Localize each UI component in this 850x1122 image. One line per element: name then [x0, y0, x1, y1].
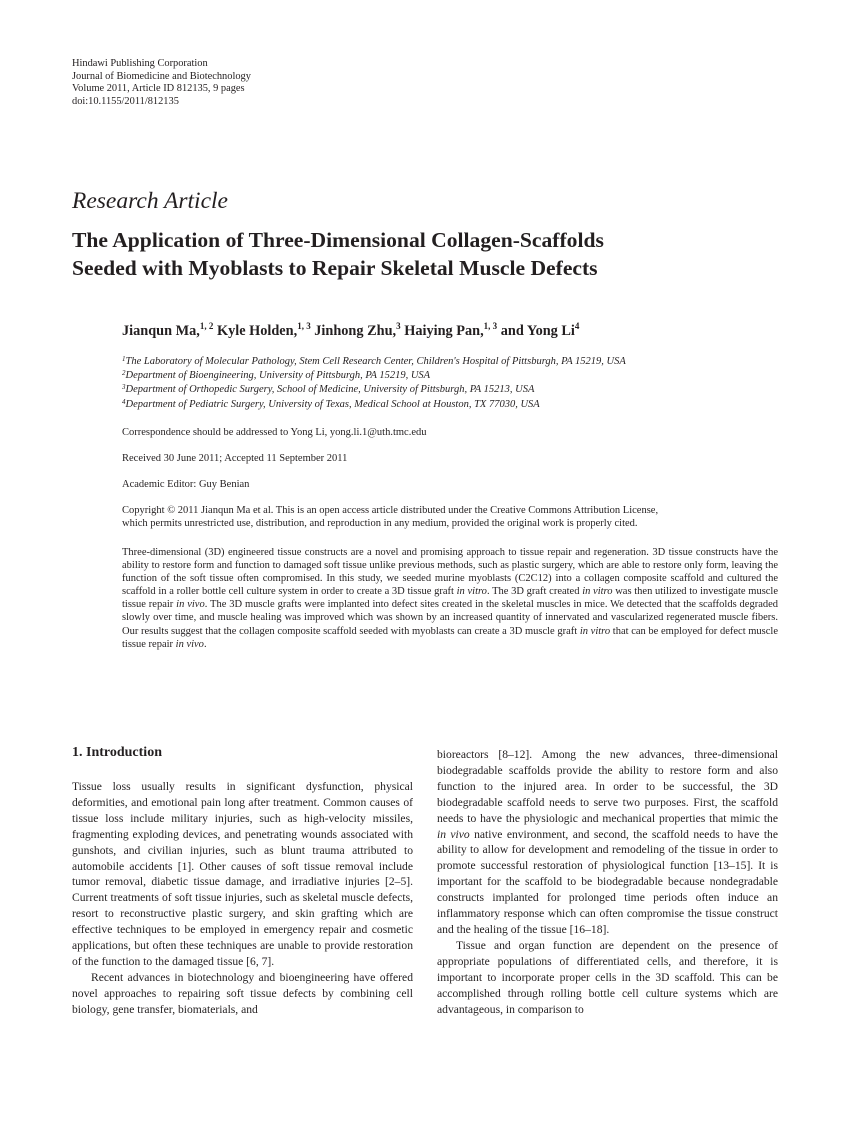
- publisher: Hindawi Publishing Corporation: [72, 58, 208, 69]
- abstract-segment: Three-dimensional (3D) engineered tissue constructs are a novel and promising approach to tissue repair and regeneration. 3D tissue constructs have the ability to restore form and function to damaged soft tissue unlike previous methods, such as plastic surgery, which are able to restore only form, leaving the function of the soft tissue often compromised. In this study, we seeded murine myoblasts (C2C12) into a collagen composite scaffold and cultured the scaffold in a roller bottle cell culture system in order to create a 3D tissue graft: [122, 547, 778, 598]
- abstract-italic: in vivo: [176, 599, 205, 611]
- abstract: [122, 546, 778, 651]
- journal-name: Journal of Biomedicine and Biotechnology: [72, 70, 251, 82]
- affiliations: [122, 355, 626, 412]
- affiliation-item: [122, 383, 626, 397]
- correspondence: Correspondence should be addressed to Yong Li, yong.li.1@uth.tmc.edu: [122, 427, 427, 438]
- author-affil-ref: 4: [574, 321, 580, 331]
- paragraph: Recent advances in biotechnology and bioengineering have offered novel approaches to repairing soft tissue defects by combining cell biology, gene transfer, biomaterials, and: [72, 970, 413, 1016]
- author-affil-ref: 1, 3: [483, 321, 498, 331]
- section-heading: 1. Introduction: [72, 745, 162, 760]
- abstract-segment: . The 3D muscle grafts were implanted into defect sites created in the skeletal muscles in mice. We detected that the scaffolds degraded slowly over time, and muscle healing was improved which was shown by an increased quantity of innervated and vascularized regenerated muscle fibers. Our results suggest that the collagen composite scaffold seeded with myoblasts can create a 3D muscle graft: [122, 599, 779, 637]
- volume-info: Volume 2011, Article ID 812135, 9 pages: [72, 83, 245, 95]
- article-type: Research Article: [72, 188, 228, 214]
- affiliation-item: [122, 355, 626, 369]
- title-line-2: Seeded with Myoblasts to Repair Skeletal Muscle Defects: [72, 256, 598, 280]
- affiliation-number: 1: [122, 355, 126, 363]
- journal-info: [72, 58, 251, 108]
- abstract-segment: that can be employed for defect muscle tissue repair: [122, 625, 779, 650]
- paragraph-italic: in vivo: [437, 827, 470, 841]
- paragraph: [437, 747, 778, 938]
- abstract-italic: in vitro: [456, 586, 487, 598]
- author-name: Haiying Pan,: [404, 323, 484, 339]
- affiliation-text: Department of Orthopedic Surgery, School of Medicine, University of Pittsburgh, PA 15213, USA: [125, 384, 535, 396]
- abstract-text: [122, 546, 778, 651]
- affiliation-number: 4: [122, 397, 126, 406]
- doi: doi:10.1155/2011/812135: [72, 95, 179, 107]
- paragraph-segment: native environment, and second, the scaffold needs to have the ability to allow for development and remodeling of the tissue in order to promote successful restoration of physiological function [13–15]. It is important for the scaffold to be biodegradable because nondegradable constructs implanted for prolonged time periods often induce an inflammatory response which can often compromise the tissue construct and the healing of the tissue [16–18].: [437, 827, 778, 936]
- paragraph: Tissue and organ function are dependent on the presence of appropriate populations of differentiated cells, and therefore, it is important to incorporate proper cells in the 3D scaffold. This can be accomplished through rolling bottle cell culture systems which are advantageous, in comparison to: [437, 938, 778, 1016]
- paragraph-segment: bioreactors [8–12]. Among the new advances, three-dimensional biodegradable scaffolds provide the ability to restore form and also function to the injured area. In order to be successful, the 3D biodegradable scaffold needs to serve two purposes. First, the scaffold needs to have the physiologic and mechanical properties that mimic the: [437, 748, 778, 825]
- abstract-italic: in vivo: [175, 638, 204, 650]
- left-column: [72, 779, 413, 1018]
- title-line-1: The Application of Three-Dimensional Collagen-Scaffolds: [72, 228, 604, 252]
- paper-title: [72, 226, 604, 282]
- author-list: [122, 323, 579, 340]
- author-name: Jianqun Ma,: [122, 323, 200, 339]
- copyright-line-2: which permits unrestricted use, distribution, and reproduction in any medium, provided the original work is properly cited.: [122, 518, 638, 530]
- abstract-italic: in vitro: [579, 625, 611, 637]
- affiliation-item: [122, 398, 626, 412]
- affiliation-text: Department of Pediatric Surgery, University of Texas, Medical School at Houston, TX 77030, USA: [125, 398, 540, 410]
- author-name: Kyle Holden,: [216, 323, 298, 339]
- affiliation-text: Department of Bioengineering, University of Pittsburgh, PA 15219, USA: [125, 370, 431, 382]
- copyright-line-1: Copyright © 2011 Jianqun Ma et al. This is an open access article distributed under the Creative Commons Attribution License,: [122, 505, 659, 516]
- abstract-italic: in vitro: [582, 586, 613, 598]
- affiliation-text: The Laboratory of Molecular Pathology, Stem Cell Research Center, Children's Hospital of Pittsburgh, PA 15219, USA: [125, 356, 626, 367]
- academic-editor: Academic Editor: Guy Benian: [122, 479, 250, 490]
- abstract-segment: . The 3D graft created: [486, 586, 583, 598]
- affiliation-number: 2: [122, 369, 126, 378]
- abstract-segment: .: [203, 638, 207, 650]
- right-column: [437, 747, 778, 1017]
- author-affil-ref: 1, 2: [199, 321, 214, 331]
- author-affil-ref: 1, 3: [297, 321, 311, 331]
- author-affil-ref: 3: [396, 321, 401, 331]
- affiliation-number: 3: [122, 383, 126, 392]
- copyright-notice: [122, 504, 778, 530]
- author-name: Jinhong Zhu,: [314, 323, 397, 339]
- abstract-segment: was then utilized to investigate muscle tissue repair: [122, 586, 779, 611]
- author-name: and Yong Li: [500, 323, 575, 339]
- affiliation-item: [122, 369, 626, 383]
- received-dates: Received 30 June 2011; Accepted 11 September 2011: [122, 453, 348, 464]
- paragraph: Tissue loss usually results in significant dysfunction, physical deformities, and emotional pain long after treatment. Common causes of tissue loss include military injuries, such as high-velocity missiles, fragmenting exploding devices, and penetrating wounds associated with gunshots, and civilian injuries, such as blunt trauma attributed to automobile accidents [1]. Other causes of soft tissue removal include tumor removal, diabetic tissue damage, and irradiative injuries [2–5]. Current treatments of soft tissue injuries, such as skeletal muscle defects, resort to reconstructive plastic surgery, and skin grafting which are effective techniques to be employed in emergency repair and cosmetic applications, but often these techniques are unable to provide restoration of the function to the damaged tissue [6, 7].: [72, 780, 413, 968]
